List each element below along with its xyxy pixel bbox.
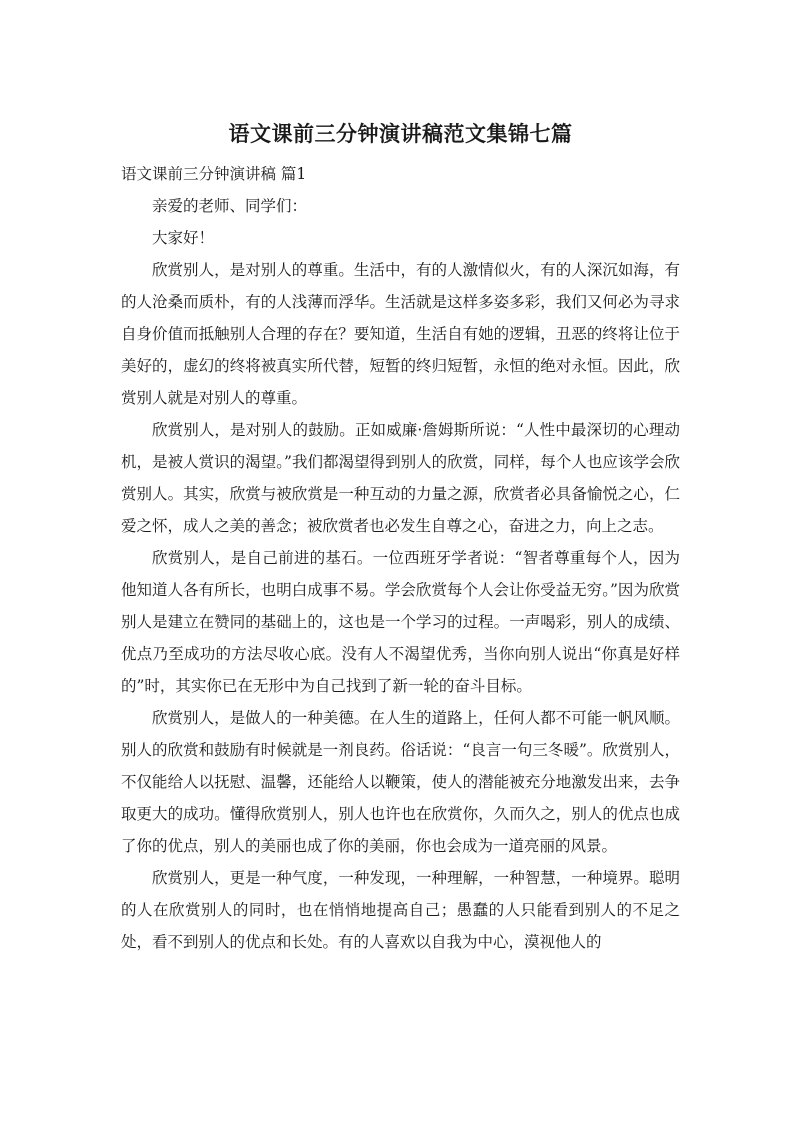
document-title: 语文课前三分钟演讲稿范文集锦七篇 [228,122,573,146]
body-paragraph: 欣赏别人，更是一种气度，一种发现，一种理解，一种智慧，一种境界。聪明的人在欣赏别人的同时，也在悄悄地提高自己；愚蠢的人只能看到别人的不足之处，看不到别人的优点和长处。有的人喜欢以自我为中心，漠视他人的 [121,869,680,951]
document-page [121,118,680,958]
body-paragraph: 欣赏别人，是对别人的鼓励。正如威廉·詹姆斯所说：“人性中最深切的心理动机，是被人赏识的渴望。”我们都渴望得到别人的欣赏，同样，每个人也应该学会欣赏别人。其实，欣赏与被欣赏是一种互动的力量之源，欣赏者必具备愉悦之心，仁爱之怀，成人之美的善念；被欣赏者也必发生自尊之心，奋进之力，向上之志。 [121,421,680,535]
salutation-paragraph: 亲爱的老师、同学们： [152,197,308,215]
greeting-paragraph: 大家好！ [152,229,215,247]
body-paragraph: 欣赏别人，是自己前进的基石。一位西班牙学者说：“智者尊重每个人，因为他知道人各有所长，也明白成事不易。学会欣赏每个人会让你受益无穷。”因为欣赏别人是建立在赞同的基础上的，这也是一个学习的过程。一声喝彩，别人的成绩、优点乃至成功的方法尽收心底。没有人不渴望优秀，当你向别人说出“你真是好样的”时，其实你已在无形中为自己找到了新一轮的奋斗目标。 [121,549,680,695]
body-paragraph: 欣赏别人，是对别人的尊重。生活中，有的人激情似火，有的人深沉如海，有的人沧桑而质朴，有的人浅薄而浮华。生活就是这样多姿多彩，我们又何必为寻求自身价值而抵触别人合理的存在？要知道，生活自有她的逻辑，丑恶的终将让位于美好的，虚幻的终将被真实所代替，短暂的终归短暂，永恒的绝对永恒。因此，欣赏别人就是对别人的尊重。 [121,261,680,407]
body-paragraph: 欣赏别人，是做人的一种美德。在人生的道路上，任何人都不可能一帆风顺。别人的欣赏和鼓励有时候就是一剂良药。俗话说：“良言一句三冬暖”。欣赏别人，不仅能给人以抚慰、温馨，还能给人以鞭策，使人的潜能被充分地激发出来，去争取更大的成功。懂得欣赏别人，别人也许也在欣赏你，久而久之，别人的优点也成了你的优点，别人的美丽也成了你的美丽，你也会成为一道亮丽的风景。 [121,709,680,855]
section-heading: 语文课前三分钟演讲稿 篇1 [121,165,307,183]
